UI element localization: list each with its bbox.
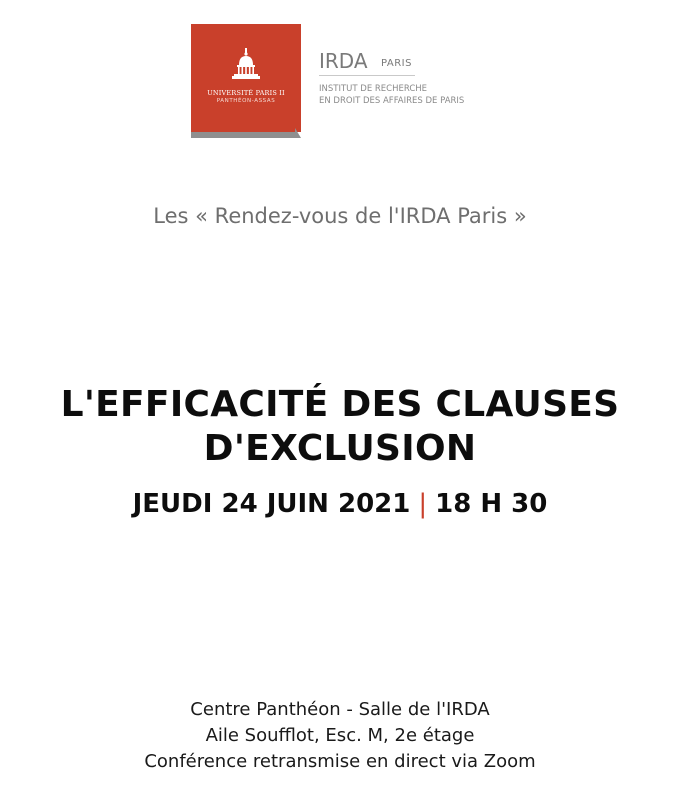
- university-name: UNIVERSITÉ PARIS II: [207, 89, 285, 97]
- event-venue: [0, 697, 680, 775]
- event-title: [0, 383, 680, 471]
- event-title-line1: L'EFFICACITÉ DES CLAUSES: [60, 384, 620, 425]
- event-date: JEUDI 24 JUIN 2021: [132, 489, 411, 519]
- institute-name: IRDA: [319, 49, 368, 73]
- university-subname: PANTHÉON-ASSAS: [216, 98, 276, 104]
- event-time: 18 H 30: [435, 489, 548, 519]
- university-logo: [191, 24, 303, 140]
- institute-divider: [319, 75, 415, 76]
- date-time-separator: |: [418, 489, 428, 519]
- venue-line1: Centre Panthéon - Salle de l'IRDA: [190, 699, 490, 720]
- logo-red-panel: [191, 24, 301, 132]
- logo-shadow-tip: [295, 128, 301, 138]
- institute-subtitle-line1: INSTITUT DE RECHERCHE: [319, 84, 428, 94]
- event-datetime: [0, 489, 680, 519]
- logo-shadow: [191, 132, 295, 138]
- pantheon-dome-icon: [231, 48, 261, 82]
- venue-line3: Conférence retransmise en direct via Zoom: [144, 751, 536, 772]
- event-title-line2: D'EXCLUSION: [203, 428, 477, 469]
- institute-subtitle-line2: EN DROIT DES AFFAIRES DE PARIS: [319, 96, 465, 106]
- venue-line2: Aile Soufflot, Esc. M, 2e étage: [205, 725, 475, 746]
- institute-city: PARIS: [381, 58, 412, 69]
- series-label: Les « Rendez-vous de l'IRDA Paris »: [153, 204, 527, 228]
